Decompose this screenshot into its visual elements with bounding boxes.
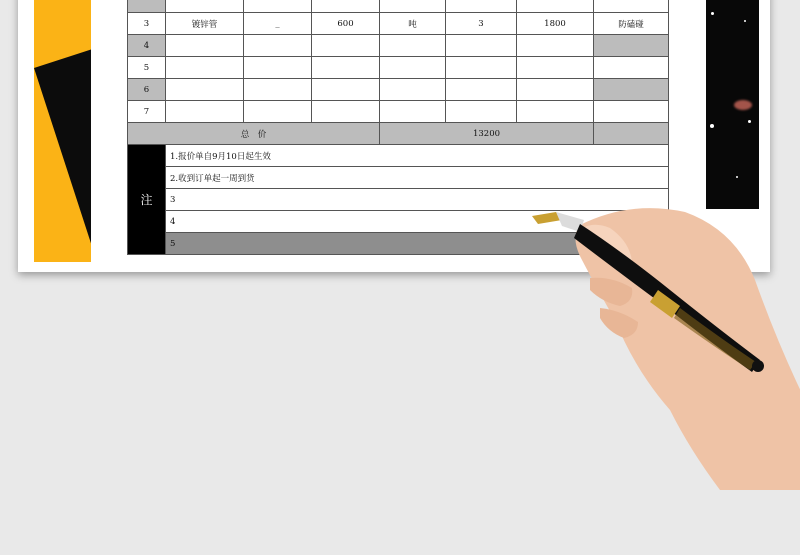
cell-unit: 吨 xyxy=(380,13,446,35)
star xyxy=(748,120,751,123)
star xyxy=(711,12,714,15)
nebula xyxy=(734,100,752,110)
cell-qty xyxy=(312,0,380,13)
table-row xyxy=(128,79,669,101)
note-line: 3 xyxy=(166,189,669,211)
cell-qty: 600 xyxy=(312,13,380,35)
left-decoration xyxy=(34,0,91,262)
cell-qty xyxy=(312,79,380,101)
cell-no: 3 xyxy=(128,13,166,35)
cell-unit xyxy=(380,79,446,101)
cell-note xyxy=(594,101,669,123)
total-spacer xyxy=(594,123,669,145)
cell-qty xyxy=(312,35,380,57)
note-line: 5 xyxy=(166,233,669,255)
cell-note xyxy=(594,57,669,79)
note-line: 4 xyxy=(166,211,669,233)
cell-note xyxy=(594,0,669,13)
note-line: 2.收到订单起一周到货 xyxy=(166,167,669,189)
cell-count: 3 xyxy=(446,13,517,35)
star xyxy=(744,20,746,22)
star xyxy=(710,124,714,128)
cell-no: 7 xyxy=(128,101,166,123)
cell-amount: 1800 xyxy=(517,13,594,35)
cell-note xyxy=(594,35,669,57)
total-value: 13200 xyxy=(380,123,594,145)
notes-label: 注 xyxy=(128,145,166,255)
total-row xyxy=(128,123,669,145)
table-row xyxy=(128,13,669,35)
note-line: 1.报价单自9月10日起生效 xyxy=(166,145,669,167)
total-label: 总 价 xyxy=(128,123,380,145)
right-decoration xyxy=(706,0,759,209)
note-row xyxy=(128,167,669,189)
cell-spec: _ xyxy=(244,13,312,35)
cell-amount xyxy=(517,57,594,79)
cell-unit xyxy=(380,0,446,13)
table-row xyxy=(128,0,669,13)
hand-holding-pen-illustration xyxy=(520,190,800,490)
cell-qty xyxy=(312,57,380,79)
cell-count xyxy=(446,101,517,123)
cell-name xyxy=(166,0,244,13)
cell-note: 防磕碰 xyxy=(594,13,669,35)
cell-spec xyxy=(244,0,312,13)
cell-no: 6 xyxy=(128,79,166,101)
cell-unit xyxy=(380,101,446,123)
cell-amount xyxy=(517,101,594,123)
cell-name xyxy=(166,35,244,57)
cell-unit xyxy=(380,35,446,57)
cell-note xyxy=(594,79,669,101)
table-row xyxy=(128,57,669,79)
cell-count xyxy=(446,35,517,57)
cell-no xyxy=(128,0,166,13)
cell-spec xyxy=(244,101,312,123)
note-row xyxy=(128,145,669,167)
cell-no: 5 xyxy=(128,57,166,79)
star xyxy=(736,176,738,178)
cell-name xyxy=(166,57,244,79)
cell-amount xyxy=(517,79,594,101)
cell-spec xyxy=(244,57,312,79)
cell-unit xyxy=(380,57,446,79)
table-row xyxy=(128,101,669,123)
cell-qty xyxy=(312,101,380,123)
cell-spec xyxy=(244,79,312,101)
cell-name xyxy=(166,101,244,123)
cell-no: 4 xyxy=(128,35,166,57)
table-row xyxy=(128,35,669,57)
cell-name: 镀锌管 xyxy=(166,13,244,35)
cell-count xyxy=(446,57,517,79)
cell-count xyxy=(446,79,517,101)
cell-name xyxy=(166,79,244,101)
cell-amount xyxy=(517,0,594,13)
cell-amount xyxy=(517,35,594,57)
cell-spec xyxy=(244,35,312,57)
cell-count xyxy=(446,0,517,13)
